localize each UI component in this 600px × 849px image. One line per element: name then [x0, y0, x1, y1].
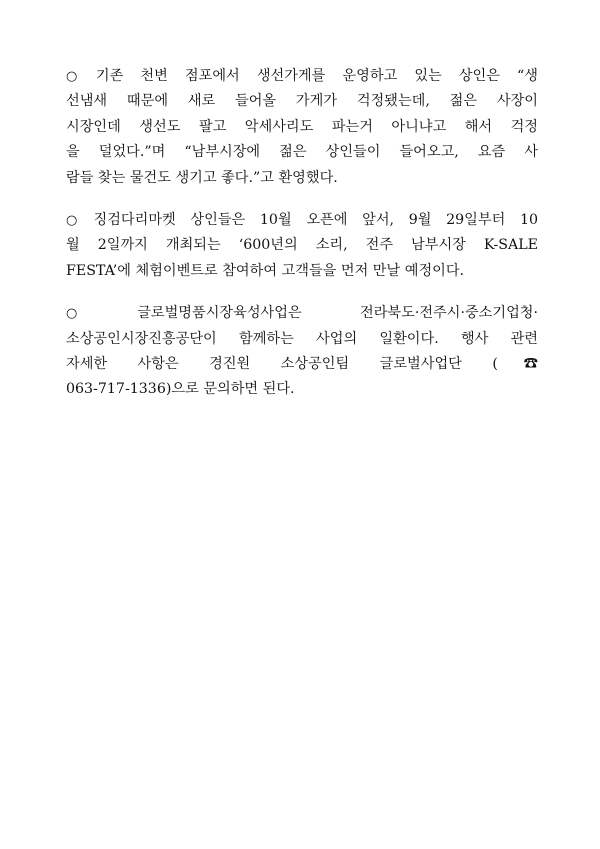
paragraph-line: 람들 찾는 물건도 생기고 좋다.”고 환영했다.: [66, 169, 338, 186]
paragraph-line: 선냄새 때문에 새로 들어올 가게가 걱정됐는데, 젊은 사장이: [66, 93, 538, 110]
paragraph-line: 시장인데 생선도 팔고 악세사리도 파는거 아니냐고 해서 걱정: [66, 118, 538, 135]
paragraph-festival-event: [66, 208, 538, 284]
paragraph-program-contact: [66, 301, 538, 403]
paragraph-line: ○ 징검다리마켓 상인들은 10월 오픈에 앞서, 9월 29일부터 10: [66, 212, 539, 229]
paragraph-line: 소상공인시장진흥공단이 함께하는 사업의 일환이다. 행사 관련: [66, 330, 538, 347]
paragraph-line: 월 2일까지 개최되는 ‘600년의 소리, 전주 남부시장 K-SALE: [66, 237, 538, 254]
paragraph-line-with-phone-icon: 자세한 사항은 경진원 소상공인팀 글로벌사업단 (☎: [66, 356, 538, 373]
paragraph-merchant-quote: [66, 64, 538, 191]
circle-bullet-icon: ○: [66, 213, 88, 229]
circle-bullet-icon: ○: [66, 69, 90, 84]
contact-phone-number: 063-717-1336)으로 문의하면 된다.: [66, 381, 295, 398]
paragraph-line: ○ 기존 천변 점포에서 생선가게를 운영하고 있는 상인은 “생: [66, 68, 538, 84]
paragraph-line: ○ 글로벌명품시장육성사업은 전라북도·전주시·중소기업청·: [66, 305, 538, 322]
circle-bullet-icon: ○: [66, 306, 132, 322]
paragraph-line: FESTA’에 체험이벤트로 참여하여 고객들을 먼저 만날 예정이다.: [66, 262, 465, 279]
document-page: [66, 64, 538, 420]
paragraph-line: 을 덜었다.”며 “남부시장에 젊은 상인들이 들어오고, 요즘 사: [66, 144, 538, 161]
